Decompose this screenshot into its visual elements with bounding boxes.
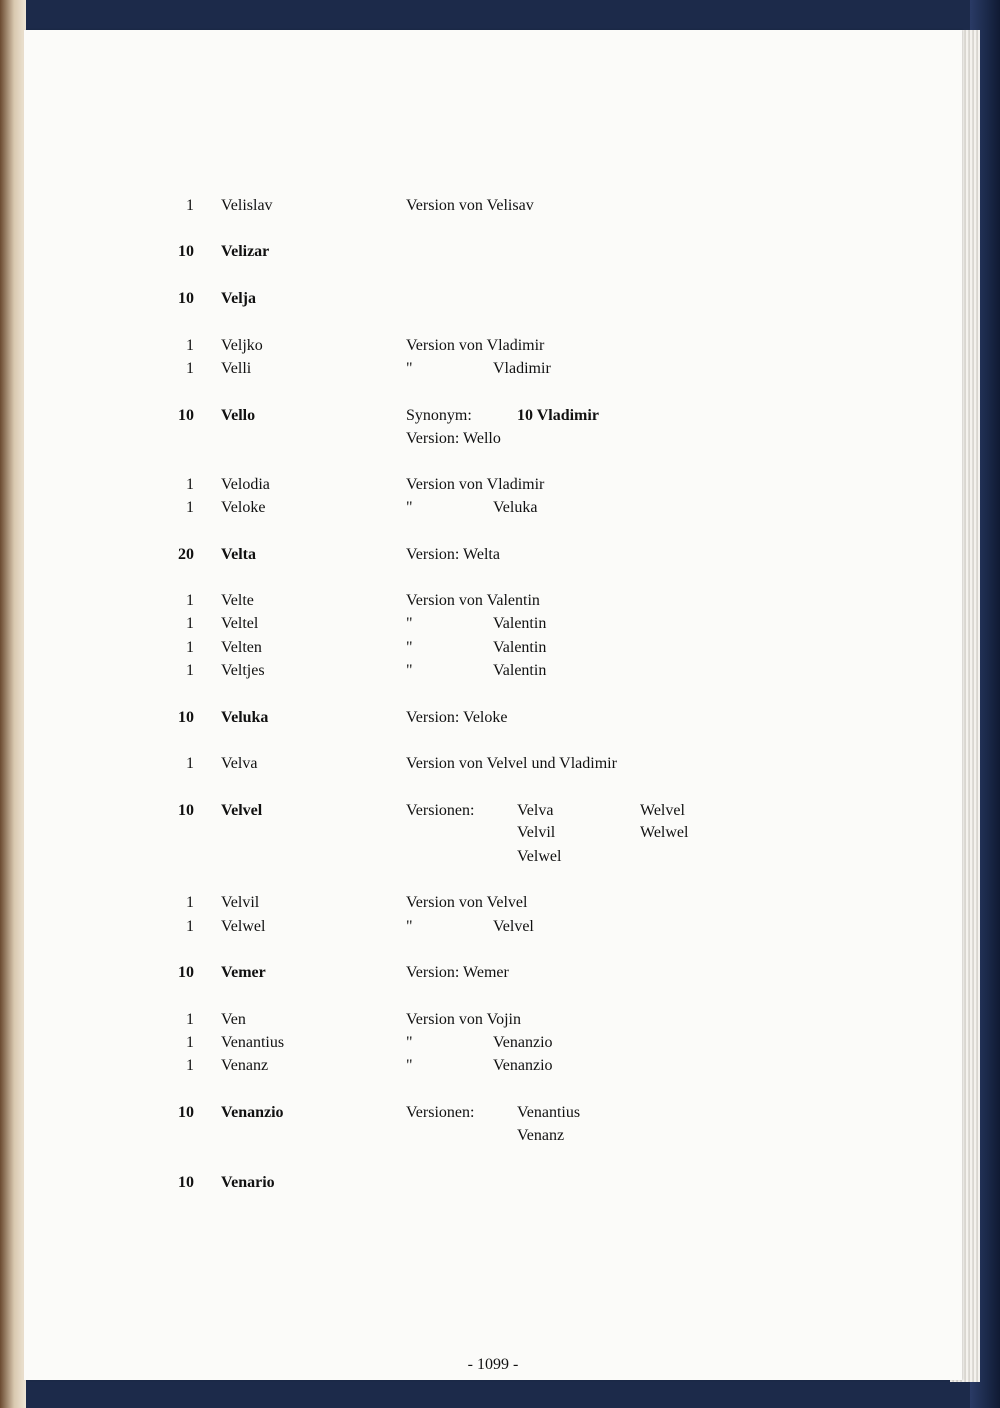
entry-row <box>24 405 962 427</box>
frequency-number: 10 <box>178 1104 194 1121</box>
page-number: - 1099 - <box>467 1356 519 1373</box>
entry-row <box>24 1125 962 1147</box>
description: Versionen: <box>406 1104 475 1121</box>
name-entry: Venanz <box>221 1057 269 1074</box>
reference-name-extra: Welvel <box>640 802 685 819</box>
frequency-number: 20 <box>178 546 194 563</box>
name-entry: Venantius <box>221 1034 285 1051</box>
entry-row <box>24 1102 962 1124</box>
name-entry: Velva <box>221 755 258 772</box>
description: Version: Welta <box>406 546 500 563</box>
entry-row <box>24 241 962 263</box>
name-entry: Velja <box>221 290 256 307</box>
entry-row <box>24 288 962 310</box>
entry-row <box>24 1172 962 1194</box>
description: Version von Vladimir <box>406 337 545 354</box>
description: Versionen: <box>406 802 475 819</box>
reference-name: Veluka <box>493 499 538 516</box>
entry-row <box>24 892 962 914</box>
description: " <box>406 360 413 377</box>
frequency-number: 10 <box>178 243 194 260</box>
frequency-number: 1 <box>186 476 194 493</box>
name-entry: Vemer <box>221 964 266 981</box>
entry-row <box>24 800 962 822</box>
reference-name: Venanzio <box>493 1057 553 1074</box>
frequency-number: 1 <box>186 755 194 772</box>
frequency-number: 1 <box>186 1057 194 1074</box>
entry-row <box>24 753 962 775</box>
frequency-number: 1 <box>186 615 194 632</box>
description: Synonym: <box>406 407 472 424</box>
frequency-number: 1 <box>186 1011 194 1028</box>
entry-row <box>24 474 962 496</box>
description: " <box>406 1057 413 1074</box>
description: " <box>406 499 413 516</box>
reference-name: Velvil <box>517 824 556 841</box>
reference-name-extra: Welwel <box>640 824 689 841</box>
name-entry: Ven <box>221 1011 246 1028</box>
reference-name: Valentin <box>493 662 547 679</box>
name-entry: Venario <box>221 1174 275 1191</box>
description: Version: Veloke <box>406 709 508 726</box>
frequency-number: 10 <box>178 802 194 819</box>
reference-name: Vladimir <box>493 360 551 377</box>
description: Version: Wemer <box>406 964 509 981</box>
name-entry: Velwel <box>221 918 266 935</box>
name-entry: Veltel <box>221 615 259 632</box>
frequency-number: 1 <box>186 499 194 516</box>
name-entry: Vello <box>221 407 256 424</box>
description: Version von Vladimir <box>406 476 545 493</box>
entry-row <box>24 846 962 868</box>
reference-name: Velva <box>517 802 554 819</box>
frequency-number: 1 <box>186 1034 194 1051</box>
entry-row <box>24 707 962 729</box>
description: Version von Velvel <box>406 894 528 911</box>
entry-row <box>24 497 962 519</box>
frequency-number: 1 <box>186 894 194 911</box>
name-entry: Veluka <box>221 709 269 726</box>
name-entry: Velten <box>221 639 262 656</box>
name-entry: Veljko <box>221 337 263 354</box>
entry-row <box>24 660 962 682</box>
name-entry: Velizar <box>221 243 270 260</box>
description: Version von Velisav <box>406 197 534 214</box>
name-entry: Velislav <box>221 197 273 214</box>
reference-name: Velwel <box>517 848 562 865</box>
reference-name: Velvel <box>493 918 534 935</box>
name-entry: Velvil <box>221 894 260 911</box>
entry-row <box>24 962 962 984</box>
entry-row <box>24 544 962 566</box>
entry-row <box>24 358 962 380</box>
description: " <box>406 615 413 632</box>
description: " <box>406 918 413 935</box>
frequency-number: 1 <box>186 662 194 679</box>
reference-name: Venantius <box>517 1104 581 1121</box>
description: Version von Velvel und Vladimir <box>406 755 617 772</box>
frequency-number: 1 <box>186 337 194 354</box>
name-entry: Veloke <box>221 499 266 516</box>
entry-row <box>24 1032 962 1054</box>
name-entry: Velvel <box>221 802 263 819</box>
entry-row <box>24 428 962 450</box>
frequency-number: 10 <box>178 1174 194 1191</box>
name-entry: Veltjes <box>221 662 265 679</box>
frequency-number: 1 <box>186 592 194 609</box>
reference-name: 10 Vladimir <box>517 407 599 424</box>
name-entry: Velte <box>221 592 254 609</box>
frequency-number: 1 <box>186 360 194 377</box>
description: Version von Vojin <box>406 1011 521 1028</box>
description: Version von Valentin <box>406 592 540 609</box>
frequency-number: 1 <box>186 639 194 656</box>
entry-row <box>24 613 962 635</box>
frequency-number: 1 <box>186 197 194 214</box>
entry-row <box>24 335 962 357</box>
reference-name: Valentin <box>493 615 547 632</box>
description: " <box>406 1034 413 1051</box>
frequency-number: 1 <box>186 918 194 935</box>
reference-name: Valentin <box>493 639 547 656</box>
book-page <box>24 30 962 1380</box>
entry-row <box>24 822 962 844</box>
entry-row <box>24 1055 962 1077</box>
description: Version: Wello <box>406 430 501 447</box>
entry-row <box>24 590 962 612</box>
frequency-number: 10 <box>178 290 194 307</box>
reference-name: Venanzio <box>493 1034 553 1051</box>
book-binding-left <box>0 0 26 1408</box>
entry-row <box>24 916 962 938</box>
frequency-number: 10 <box>178 964 194 981</box>
entry-row <box>24 637 962 659</box>
name-entry: Velodia <box>221 476 270 493</box>
entry-row <box>24 195 962 217</box>
reference-name: Venanz <box>517 1127 565 1144</box>
name-entry: Venanzio <box>221 1104 284 1121</box>
name-entry: Velta <box>221 546 256 563</box>
entry-row <box>24 1009 962 1031</box>
description: " <box>406 639 413 656</box>
frequency-number: 10 <box>178 407 194 424</box>
description: " <box>406 662 413 679</box>
name-entry: Velli <box>221 360 252 377</box>
frequency-number: 10 <box>178 709 194 726</box>
